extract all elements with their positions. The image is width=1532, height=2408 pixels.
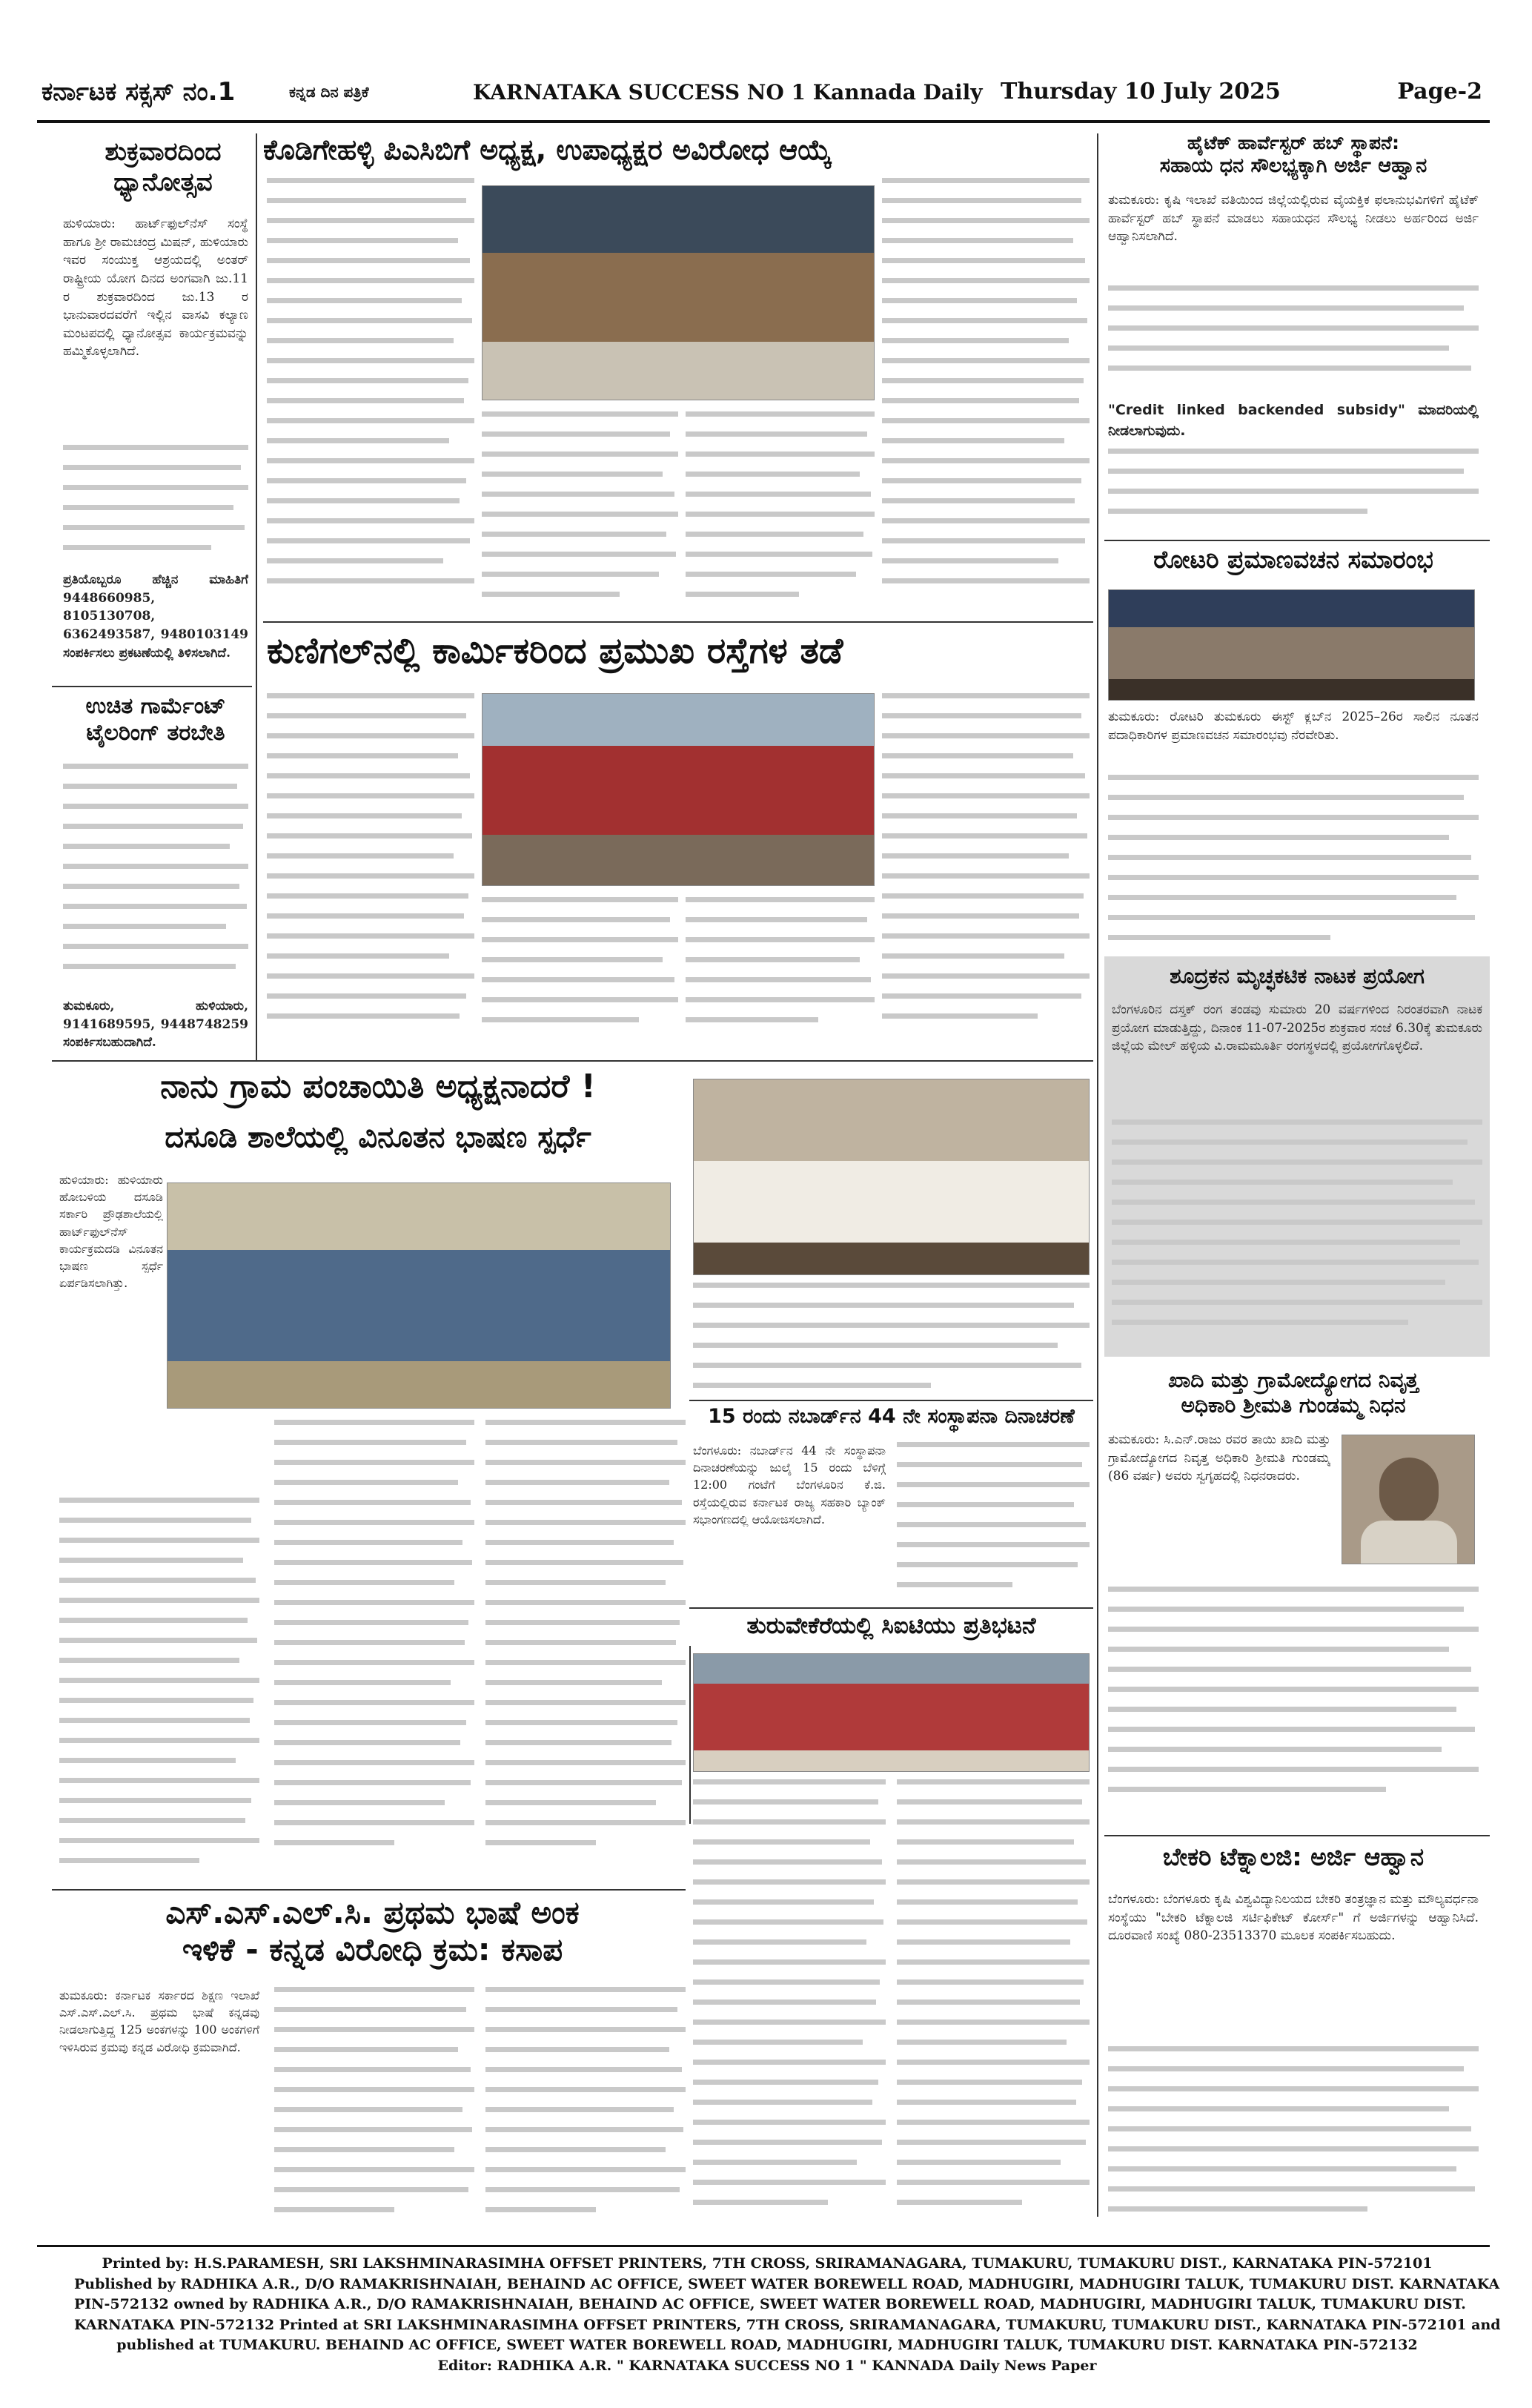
article-tailoring-body (63, 764, 248, 993)
photo-ministers-meeting (693, 1079, 1090, 1275)
headline-rotary: ರೋಟರಿ ಪ್ರಮಾಣವಚನ ಸಮಾರಂಭ (1153, 545, 1433, 574)
headline-nabard: 15 ರಂದು ನಬಾರ್ಡ್‌ನ 44 ನೇ ಸಂಸ್ಥಾಪನಾ ದಿನಾಚರಣೆ (708, 1405, 1075, 1428)
newspaper-name-english: KARNATAKA SUCCESS NO 1 Kannada Daily (473, 80, 983, 105)
article-tailoring-contact: ತುಮಕೂರು, ಹುಳಿಯಾರು, 9141689595, 9448748259 ಸಂಪರ್ಕಿಸಬಹುದಾಗಿದೆ. (63, 999, 248, 1051)
article-kunigal-col2 (482, 897, 678, 1045)
headline-tiptur-citu: ತುರುವೇಕೆರೆಯಲ್ಲಿ ಸಿಐಟಿಯು ಪ್ರತಿಭಟನೆ (746, 1612, 1036, 1639)
photo-rotary-ceremony (1108, 589, 1475, 701)
article-khadi-lead: ತುಮಕೂರು: ಸಿ.ಎನ್.ರಾಜು ರವರ ತಾಯಿ ಖಾದಿ ಮತ್ತು ಗ್ರಾಮೋದ್ಯೋಗದ ನಿವೃತ್ತ ಅಧಿಕಾರಿ ಶ್ರೀಮತಿ ಗುಂಡಮ್ಮ (86 ವರ್ಷ) ಅವರು ಸ್ವಗೃಹದಲ್ಲಿ ನಿಧನರಾದರು. (1108, 1432, 1330, 1484)
article-kunigal-col1 (267, 693, 474, 1049)
article-citu-col1 (693, 1779, 886, 2232)
page-number: Page-2 (1397, 79, 1482, 105)
article-kodigehalli-col3 (686, 411, 875, 612)
imprint-footer (74, 2254, 1501, 2376)
headline-tailoring: ಉಚಿತ ಗಾರ್ಮೆಂಟ್ ಟೈಲರಿಂಗ್ ತರಬೇತಿ (85, 693, 226, 746)
photo-dasudi-school-students (167, 1182, 671, 1409)
section-rule (52, 1889, 686, 1891)
newspaper-tagline: ಕನ್ನಡ ದಿನ ಪತ್ರಿಕೆ (289, 83, 369, 101)
article-bakery-lead: ಬೆಂಗಳೂರು: ಬೆಂಗಳೂರು ಕೃಷಿ ವಿಶ್ವವಿದ್ಯಾನಿಲಯದ ಬೇಕರಿ ತಂತ್ರಜ್ಞಾನ ಮತ್ತು ಮೌಲ್ಯವರ್ಧನಾ ಸಂಸ್ಥೆಯು "ಬೇಕರಿ ಟೆಕ್ನಾಲಜಿ ಸರ್ಟಿಫಿಕೇಟ್ ಕೋರ್ಸ್" ಗೆ ಅರ್ಜಿಗಳನ್ನು ಆಹ್ವಾನಿಸಿದೆ. ದೂರವಾಣಿ ಸಂಖ್ಯೆ 080-23513370 ಮೂಲಕ ಸಂಪರ್ಕಿಸಬಹುದು. (1108, 1892, 1479, 1944)
column-divider (1097, 133, 1098, 2217)
article-drama-lead: ಬೆಂಗಳೂರಿನ ದಸ್ತಕ್ ರಂಗ ತಂಡವು ಸುಮಾರು 20 ವರ್ಷಗಳಿಂದ ನಿರಂತರವಾಗಿ ನಾಟಕ ಪ್ರಯೋಗ ಮಾಡುತ್ತಿದ್ದು, ದಿನಾಂಕ 11-07-2025ರ ಶುಕ್ರವಾರ ಸಂಜೆ 6.30ಕ್ಕೆ ತುಮಕೂರು ಜಿಲ್ಲೆಯ ಮೇಲ್ ಹಳ್ಳಿಯ ವಿ.ರಾಮಮೂರ್ತಿ ರಂಗಸ್ಥಳದಲ್ಲಿ ಪ್ರಯೋಗಗೊಳ್ಳಲಿದೆ. (1112, 1002, 1482, 1054)
article-dhyanotsava-contact: ಪ್ರತಿಯೊಬ್ಬರೂ ಹೆಚ್ಚಿನ ಮಾಹಿತಿಗೆ 9448660985, 8105130708, 6362493587, 9480103149 ಸಂಪರ್ಕಿಸಲು ಪ್ರಕಟಣೆಯಲ್ಲಿ ತಿಳಿಸಲಾಗಿದೆ. (63, 572, 248, 661)
photo-citu-protest (693, 1653, 1090, 1772)
article-drama-body (1112, 1119, 1482, 1349)
article-gp-col3 (485, 1420, 686, 1883)
article-hitech-body2 (1108, 449, 1479, 538)
article-sslc-col2 (274, 1987, 474, 2232)
article-khadi-body (1108, 1587, 1479, 1816)
headline-khadi-obituary: ಖಾದಿ ಮತ್ತು ಗ್ರಾಮೋದ್ಯೋಗದ ನಿವೃತ್ತ ಅಧಿಕಾರಿ ಶ್ರೀಮತಿ ಗುಂಡಮ್ಮ ನಿಧನ (1168, 1368, 1419, 1418)
headline-speech-competition: ದಸೂಡಿ ಶಾಲೆಯಲ್ಲಿ ವಿನೂತನ ಭಾಷಣ ಸ್ಪರ್ಧೆ (165, 1120, 591, 1154)
imprint-line: Printed by: H.S.PARAMESH, SRI LAKSHMINARASIMHA OFFSET PRINTERS, 7TH CROSS, SRIRAMANAGARA, TUMAKURU, TUMAKURU DIST., KARNATAKA PIN-572101 (102, 2255, 1433, 2272)
article-kunigal-col3 (686, 897, 875, 1045)
headline-hitech-harvester: ಹೈಟೆಕ್ ಹಾರ್ವೆಸ್ಟರ್ ಹಬ್ ಸ್ಥಾಪನೆ: ಸಹಾಯ ಧನ ಸೌಲಭ್ಯಕ್ಕಾಗಿ ಅರ್ಜಿ ಆಹ್ವಾನ (1159, 132, 1427, 177)
article-kodigehalli-col4 (882, 178, 1090, 615)
article-hitech-body (1108, 285, 1479, 397)
newspaper-name-kannada: ಕರ್ನಾಟಕ ಸಕ್ಸಸ್ ನಂ.1 (42, 77, 236, 107)
article-kodigehalli-col1 (267, 178, 474, 615)
article-rotary-body (1108, 775, 1479, 953)
photo-kodigehalli-group (482, 185, 875, 400)
article-bakery-body (1108, 2046, 1479, 2232)
article-nabard-lead: ಬೆಂಗಳೂರು: ನಬಾರ್ಡ್‌ನ 44 ನೇ ಸಂಸ್ಥಾಪನಾ ದಿನಾಚರಣೆಯನ್ನು ಜುಲೈ 15 ರಂದು ಬೆಳಿಗ್ಗೆ 12:00 ಗಂಟೆಗೆ ಬೆಂಗಳೂರಿನ ಕೆ.ಜಿ. ರಸ್ತೆಯಲ್ಲಿರುವ ಕರ್ನಾಟಕ ರಾಜ್ಯ ಸಹಕಾರಿ ಬ್ಯಾಂಕ್ ಸಭಾಂಗಣದಲ್ಲಿ ಆಯೋಜಿಸಲಾಗಿದೆ. (693, 1443, 886, 1526)
headline-sslc: ಎಸ್.ಎಸ್.ಎಲ್.ಸಿ. ಪ್ರಥಮ ಭಾಷೆ ಅಂಕ ಇಳಿಕೆ - ಕನ್ನಡ ವಿರೋಧಿ ಕ್ರಮ: ಕಸಾಪ (165, 1894, 580, 1968)
section-rule (52, 686, 252, 687)
article-kunigal-col4 (882, 693, 1090, 1049)
section-rule (1104, 540, 1490, 541)
headline-bakery: ಬೇಕರಿ ಟೆಕ್ನಾಲಜಿ: ಅರ್ಜಿ ಆಹ್ವಾನ (1162, 1842, 1425, 1871)
headline-kodigehalli: ಕೊಡಿಗೇಹಳ್ಳಿ ಪಿಎಸಿಬಿಗೆ ಅಧ್ಯಕ್ಷ, ಉಪಾಧ್ಯಕ್ಷರ ಅವಿರೋಧ ಆಯ್ಕೆ (263, 133, 832, 166)
imprint-line: published at TUMAKURU. BEHAIND AC OFFICE, SWEET WATER BOREWELL ROAD, MADHUGIRI, MADHUGIRI TALUK, TUMAKURU DIST. KARNATAKA PIN-572132 (116, 2337, 1418, 2354)
masthead-rule (37, 120, 1490, 123)
article-hitech-subsidy: "Credit linked backended subsidy" ಮಾದರಿಯಲ್ಲಿ ನೀಡಲಾಗುವುದು. (1108, 402, 1479, 439)
section-rule (689, 1400, 1093, 1401)
issue-date: Thursday 10 July 2025 (1001, 79, 1281, 105)
article-gp-col1 (59, 1498, 259, 1883)
headline-dhyanotsava: ಶುಕ್ರವಾರದಿಂದ ಧ್ಯಾನೋತ್ಸವ (105, 137, 222, 197)
photo-kunigal-protest (482, 693, 875, 886)
article-dhyanotsava-body (63, 445, 248, 563)
imprint-line: KARNATAKA PIN-572132 Printed at SRI LAKSHMINARASIMHA OFFSET PRINTERS, 7TH CROSS, SRIRAMANAGARA, TUMAKURU, TUMAKURU DIST., KARNATAKA PIN-572101 and (74, 2316, 1501, 2333)
section-rule (52, 1060, 1093, 1062)
headline-kunigal: ಕುಣಿಗಲ್‌ನಲ್ಲಿ ಕಾರ್ಮಿಕರಿಂದ ಪ್ರಮುಖ ರಸ್ತೆಗಳ ತಡೆ (267, 630, 843, 672)
article-citu-col2 (897, 1779, 1090, 2232)
headline-gp-president: ನಾನು ಗ್ರಾಮ ಪಂಚಾಯಿತಿ ಅಧ್ಯಕ್ಷನಾದರೆ ! (160, 1068, 596, 1105)
article-kodigehalli-col2 (482, 411, 678, 612)
article-ministers-caption (693, 1283, 1090, 1401)
article-sslc-lead: ತುಮಕೂರು: ಕರ್ನಾಟಕ ಸರ್ಕಾರದ ಶಿಕ್ಷಣ ಇಲಾಖೆ ಎಸ್.ಎಸ್.ಎಲ್.ಸಿ. ಪ್ರಥಮ ಭಾಷೆ ಕನ್ನಡವು ನೀಡಲಾಗುತ್ತಿದ್ದ 125 ಅಂಕಗಳನ್ನು 100 ಅಂಕಗಳಿಗೆ ಇಳಿಸಿರುವ ಕ್ರಮವು ಕನ್ನಡ ವಿರೋಧಿ ಕ್ರಮವಾಗಿದೆ. (59, 1988, 259, 2054)
column-divider (256, 133, 257, 1060)
imprint-editor-line: Editor: RADHIKA A.R. " KARNATAKA SUCCESS NO 1 " KANNADA Daily News Paper (437, 2357, 1097, 2374)
article-sslc-col3 (485, 1987, 686, 2232)
footer-rule (37, 2245, 1490, 2247)
masthead (37, 74, 1490, 119)
section-rule (689, 1607, 1093, 1609)
article-gp-lead: ಹುಳಿಯಾರು: ಹುಳಿಯಾರು ಹೋಬಳಿಯ ದಸೂಡಿ ಸರ್ಕಾರಿ ಪ್ರೌಢಶಾಲೆಯಲ್ಲಿ ಹಾರ್ಟ್‌ಫುಲ್‌ನೆಸ್ ಕಾರ್ಯಕ್ರಮದಡಿ ವಿನೂತನ ಭಾಷಣ ಸ್ಪರ್ಧೆ ಏರ್ಪಡಿಸಲಾಗಿತ್ತು. (59, 1173, 163, 1291)
headline-drama: ಶೂದ್ರಕನ ಮೃಚ್ಛಕಟಿಕ ನಾಟಕ ಪ್ರಯೋಗ (1170, 964, 1425, 988)
photo-gundamma-portrait (1342, 1435, 1475, 1564)
section-rule (1104, 1835, 1490, 1836)
article-rotary-lead: ತುಮಕೂರು: ರೋಟರಿ ತುಮಕೂರು ಈಸ್ಟ್ ಕ್ಲಬ್‌ನ 2025–26ರ ಸಾಲಿನ ನೂತನ ಪದಾಧಿಕಾರಿಗಳ ಪ್ರಮಾಣವಚನ ಸಮಾರಂಭವು ನೆರವೇರಿತು. (1108, 710, 1479, 743)
article-dhyanotsava-lead: ಹುಳಿಯಾರು: ಹಾರ್ಟ್‌ಫುಲ್‌ನೆಸ್ ಸಂಸ್ಥೆ ಹಾಗೂ ಶ್ರೀ ರಾಮಚಂದ್ರ ಮಿಷನ್, ಹುಳಿಯಾರು ಇವರ ಸಂಯುಕ್ತ ಆಶ್ರಯದಲ್ಲಿ ಅಂತರ್ ರಾಷ್ಟ್ರೀಯ ಯೋಗ ದಿನದ ಅಂಗವಾಗಿ ಜು.11 ರ ಶುಕ್ರವಾರದಿಂದ ಜು.13 ರ ಭಾನುವಾರದವರೆಗೆ ಇಲ್ಲಿನ ವಾಸವಿ ಕಲ್ಯಾಣ ಮಂಟಪದಲ್ಲಿ ಧ್ಯಾನೋತ್ಸವ ಕಾರ್ಯಕ್ರಮವನ್ನು ಹಮ್ಮಿಕೊಳ್ಳಲಾಗಿದೆ. (63, 216, 248, 360)
imprint-line: Published by RADHIKA A.R., D/O RAMAKRISHNAIAH, BEHAIND AC OFFICE, SWEET WATER BOREWELL ROAD, MADHUGIRI, MADHUGIRI TALUK, TUMAKURU DIST. KARNATAKA (74, 2275, 1500, 2292)
imprint-line: PIN-572132 owned by RADHIKA A.R., D/O RAMAKRISHNAIAH, BEHAIND AC OFFICE, SWEET WATER BOREWELL ROAD, MADHUGIRI, MADHUGIRI TALUK, TUMAKURU DIST. (74, 2296, 1466, 2313)
column-divider (689, 1646, 691, 1824)
section-rule (263, 621, 1093, 623)
article-hitech-lead: ತುಮಕೂರು: ಕೃಷಿ ಇಲಾಖೆ ವತಿಯಿಂದ ಜಿಲ್ಲೆಯಲ್ಲಿರುವ ವೈಯಕ್ತಿಕ ಫಲಾನುಭವಿಗಳಿಗೆ ಹೈಟೆಕ್ ಹಾರ್ವೆಸ್ಟರ್ ಹಬ್ ಸ್ಥಾಪನೆ ಮಾಡಲು ಸಹಾಯಧನ ಸೌಲಭ್ಯ ನೀಡಲು ಅರ್ಹರಿಂದ ಅರ್ಜಿ ಆಹ್ವಾನಿಸಲಾಗಿದೆ. (1108, 193, 1479, 245)
article-nabard-body (897, 1442, 1090, 1598)
article-gp-col2 (274, 1420, 474, 1883)
